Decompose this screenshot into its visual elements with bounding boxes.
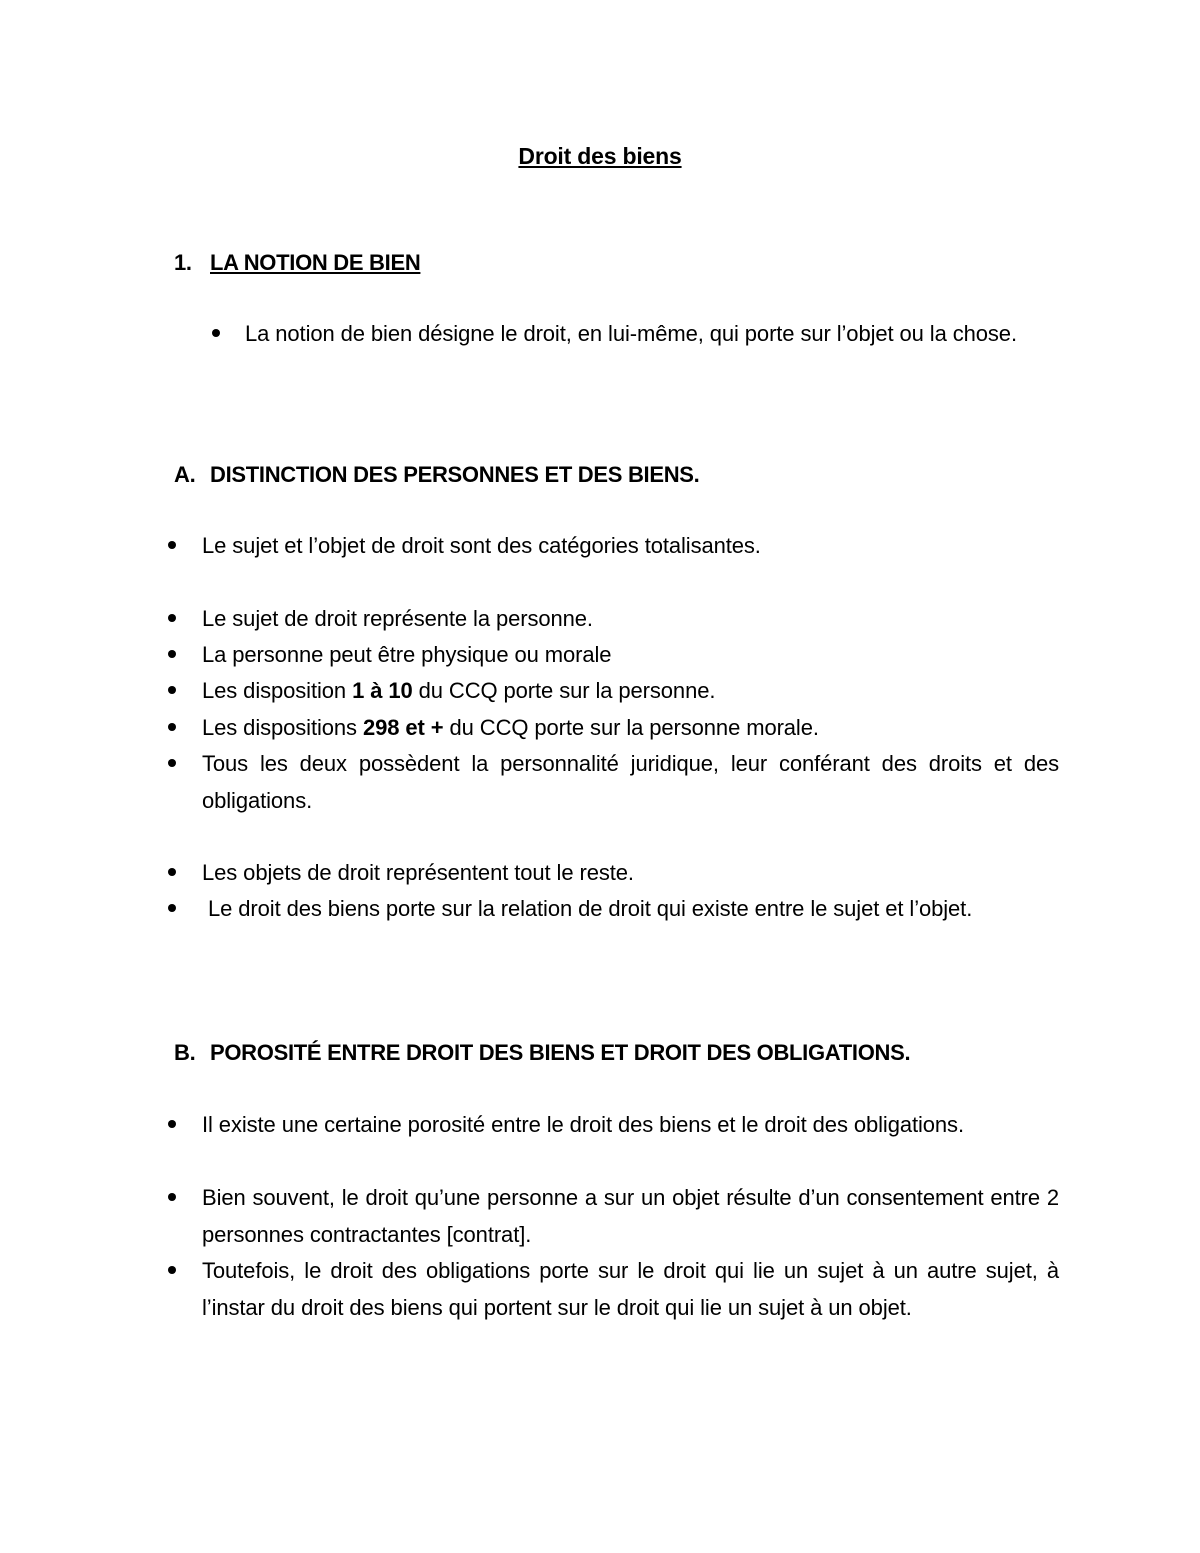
section-a-heading [174,462,700,488]
bullet-icon [168,1120,176,1128]
section-1-bullet: La notion de bien désigne le droit, en lui-même, qui porte sur l’objet ou la chose. [245,321,1017,346]
bullet-icon [168,686,176,694]
list-item: Bien souvent, le droit qu’une personne a sur un objet résulte d’un consentement entre 2 personnes contractantes [contrat]. [202,1185,1059,1247]
bullet-icon [168,541,176,549]
section-1-heading [174,250,420,276]
list-item-text: du CCQ porte sur la personne morale. [443,715,819,740]
list-item: La personne peut être physique ou morale [202,642,612,667]
list-item: Il existe une certaine porosité entre le droit des biens et le droit des obligations. [202,1112,964,1137]
bullet-icon [168,759,176,767]
list-item-text: Les dispositions [202,715,363,740]
section-b-title: POROSITÉ ENTRE DROIT DES BIENS ET DROIT DES OBLIGATIONS. [210,1040,911,1065]
list-item: Le sujet et l’objet de droit sont des catégories totalisantes. [202,533,761,558]
section-1-title: LA NOTION DE BIEN [210,250,421,275]
bullet-icon [168,904,176,912]
list-item: Le droit des biens porte sur la relation de droit qui existe entre le sujet et l’objet. [202,896,973,921]
list-item [202,672,1059,709]
document-title: Droit des biens [518,143,682,169]
article-range: 1 à 10 [352,678,413,703]
list-item [202,709,1059,746]
list-item: Tous les deux possèdent la personnalité juridique, leur conférant des droits et des obligations. [202,751,1059,813]
bullet-icon [168,614,176,622]
section-b-number: B. [174,1040,196,1065]
bullet-icon [168,650,176,658]
section-1-number: 1. [174,250,192,275]
section-a-title: DISTINCTION DES PERSONNES ET DES BIENS. [210,462,700,487]
list-item-text: du CCQ porte sur la personne. [412,678,716,703]
bullet-icon [168,723,176,731]
list-item: Le sujet de droit représente la personne. [202,606,593,631]
section-b-heading [174,1040,910,1066]
bullet-icon [168,1193,176,1201]
list-item: Les objets de droit représentent tout le reste. [202,860,634,885]
bullet-icon [168,1266,176,1274]
bullet-icon [212,329,220,337]
list-item: Toutefois, le droit des obligations porte sur le droit qui lie un sujet à un autre sujet, à l’instar du droit des biens qui portent sur le droit qui lie un sujet à un objet. [202,1258,1059,1320]
section-a-number: A. [174,462,196,487]
bullet-icon [168,868,176,876]
article-range: 298 et + [362,715,444,740]
list-item-text: Les disposition [202,678,353,703]
